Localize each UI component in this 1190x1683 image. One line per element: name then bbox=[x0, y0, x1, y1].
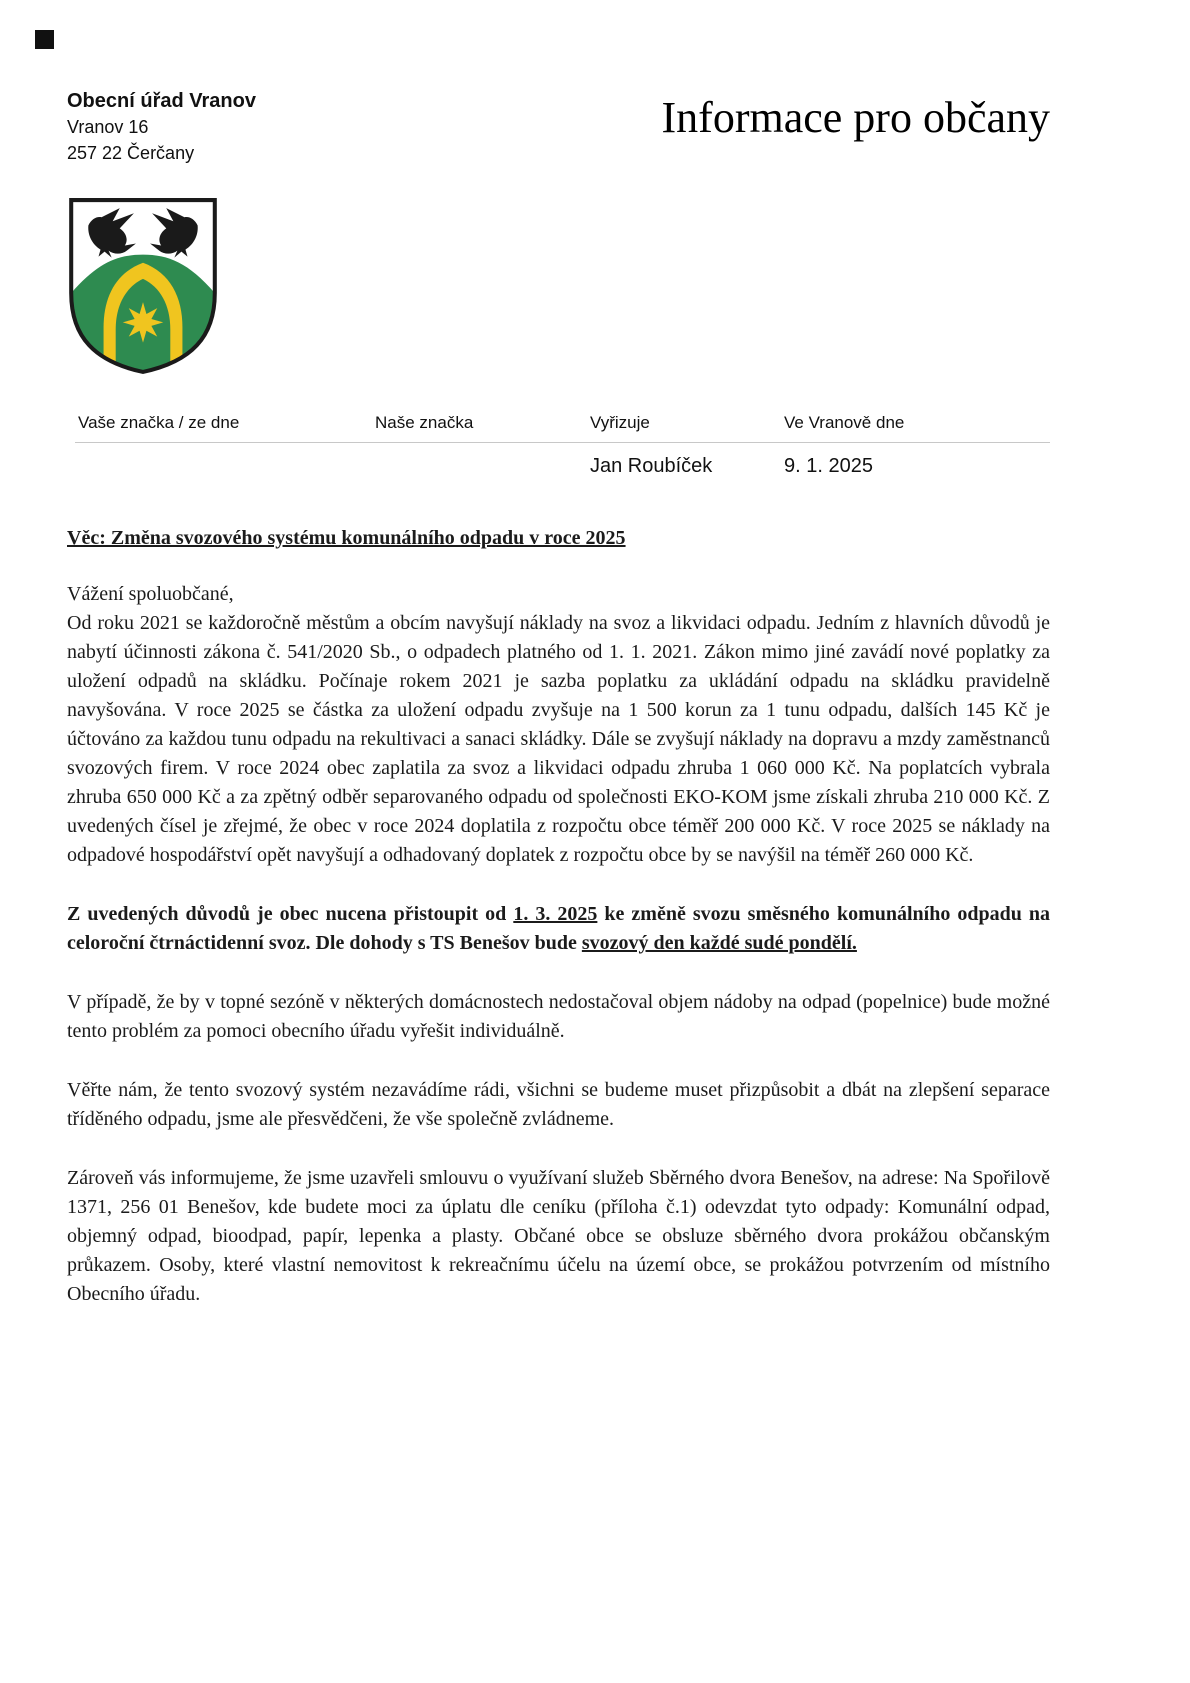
letter-date: 9. 1. 2025 bbox=[784, 455, 873, 477]
handler-name: Jan Roubíček bbox=[590, 455, 713, 477]
print-registration-mark bbox=[35, 30, 54, 49]
reference-divider bbox=[75, 442, 1050, 443]
emphasis-part2: ke změně svozu směsného komunálního odpadu na celoroční čtrnáctidenní svoz. Dle dohody s TS Benešov bude bbox=[67, 903, 1051, 954]
label-your-ref: Vaše značka / ze dne bbox=[78, 413, 240, 432]
label-handled-by: Vyřizuje bbox=[590, 413, 650, 432]
star-shape bbox=[123, 302, 163, 342]
reference-labels-row bbox=[67, 413, 1050, 433]
sender-block bbox=[67, 88, 256, 166]
paragraph-emphasis bbox=[67, 900, 1050, 958]
subject-line: Věc: Změna svozového systému komunálního odpadu v roce 2025 bbox=[67, 527, 626, 549]
sender-address-line1: Vranov 16 bbox=[67, 117, 149, 137]
letter-body bbox=[67, 580, 1050, 1309]
sender-address-line2: 257 22 Čerčany bbox=[67, 143, 195, 163]
paragraph-apology: Věřte nám, že tento svozový systém nezavádíme rádi, všichni se budeme muset přizpůsobit a dbát na zlepšení separace tříděného odpadu, jsme ale přesvědčeni, že vše společně zvládneme. bbox=[67, 1079, 1050, 1130]
paragraph-bins: V případě, že by v topné sezóně v některých domácnostech nedostačoval objem nádoby na odpad (popelnice) bude možné tento problém za pomoci obecního úřadu vyřešit individuálně. bbox=[67, 991, 1050, 1042]
emphasis-part1: Z uvedených důvodů je obec nucena přistoupit od bbox=[67, 903, 514, 925]
reference-block bbox=[67, 413, 1050, 478]
sender-office-name: Obecní úřad Vranov bbox=[67, 90, 256, 112]
document-title: Informace pro občany bbox=[661, 93, 1050, 142]
emphasis-underlined-day: svozový den každé sudé pondělí. bbox=[581, 932, 857, 954]
paragraph-costs: Od roku 2021 se každoročně městům a obcím navyšují náklady na svoz a likvidaci odpadu. Jedním z hlavních důvodů je nabytí účinnosti zákona č. 541/2020 Sb., o odpadech platného od 1. 1. 2021. Zákon mimo jiné zavádí nové poplatky za uložení odpadů na skládku. Počínaje rokem 2021 je sazba poplatku za ukládání odpadu na skládku pravidelně navyšována. V roce 2025 se částka za uložení odpadu zvyšuje na 1 500 korun za 1 tunu odpadu, dalších 145 Kč je účtováno za každou tunu odpadu na rekultivaci a sanaci skládky. Dále se zvyšují náklady na dopravu a mzdy zaměstnanců svozových firem. V roce 2024 obec zaplatila za svoz a likvidaci odpadu zhruba 1 060 000 Kč. Na poplatcích vybrala zhruba 650 000 Kč a za zpětný odběr separovaného odpadu od společnosti EKO-KOM jsme získali zhruba 210 000 Kč. Z uvedených čísel je zřejmé, že obec v roce 2024 doplatila z rozpočtu obce téměř 200 000 Kč. V roce 2025 se náklady na odpadové hospodářství opět navyšují a odhadovaný doplatek z rozpočtu obce by se navýšil na téměř 260 000 Kč. bbox=[67, 612, 1050, 866]
label-date-place: Ve Vranově dne bbox=[784, 413, 905, 432]
salutation: Vážení spoluobčané, bbox=[67, 583, 234, 605]
reference-values-row bbox=[67, 455, 1050, 478]
emphasis-underlined-date: 1. 3. 2025 bbox=[513, 903, 598, 925]
paragraph-collection-yard: Zároveň vás informujeme, že jsme uzavřeli smlouvu o využívaní služeb Sběrného dvora Benešov, na adrese: Na Spořilově 1371, 256 01 Benešov, kde budete moci za úplatu dle ceníku (příloha č.1) odevzdat tyto odpady: Komunální odpad, objemný odpad, bioodpad, papír, lepenka a plasty. Občané obce se obsluze sběrného dvora prokážou občanským průkazem. Osoby, které vlastní nemovitost k rekreačnímu účelu na území obce, se prokážou potvrzením od místního Obecního úřadu. bbox=[67, 1167, 1050, 1305]
label-our-ref: Naše značka bbox=[375, 413, 474, 432]
coat-of-arms-image bbox=[67, 196, 219, 376]
letterhead bbox=[67, 88, 1050, 166]
